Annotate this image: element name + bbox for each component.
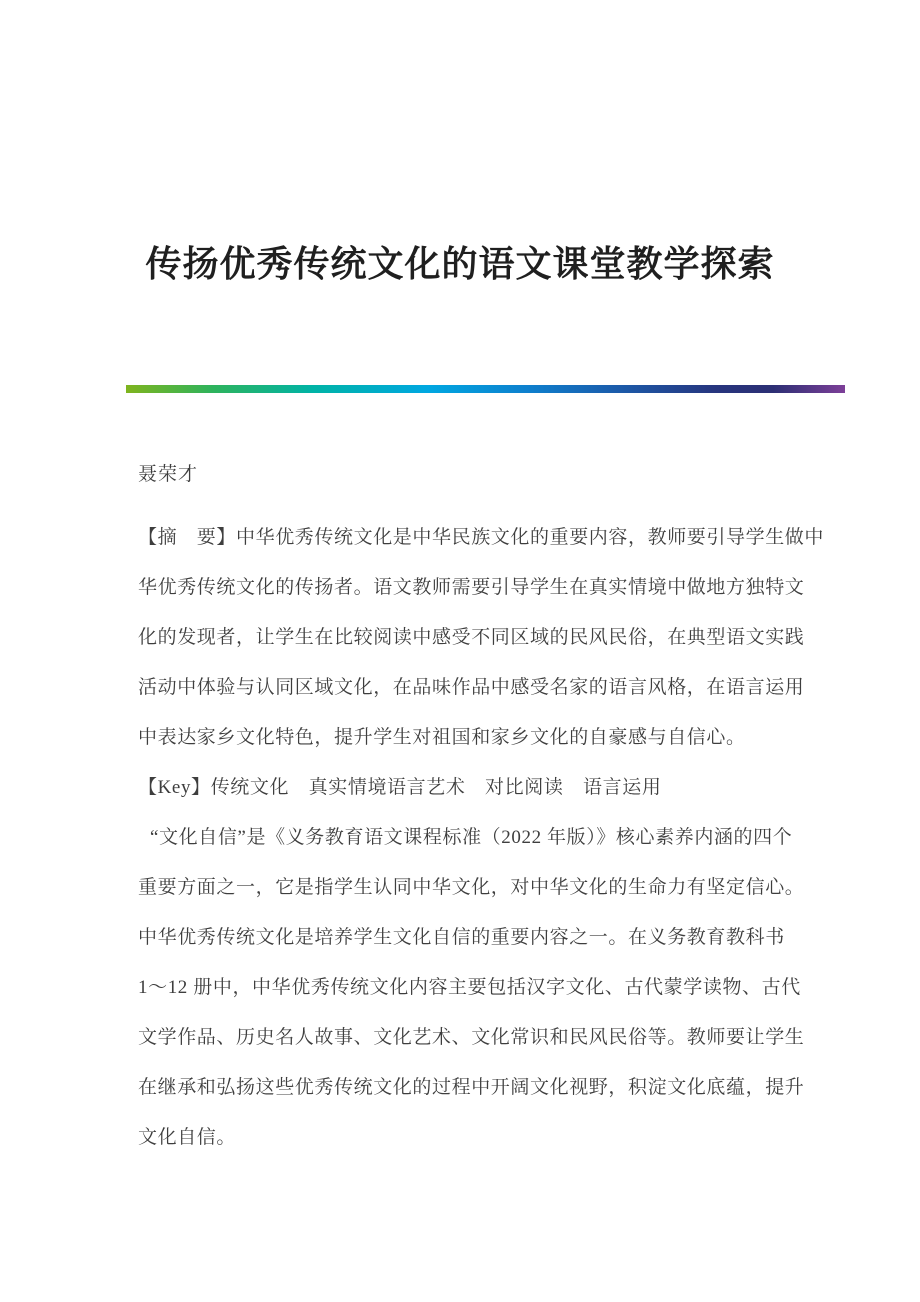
body-line: 中华优秀传统文化是培养学生文化自信的重要内容之一。在义务教育教科书 <box>138 927 785 948</box>
body-line: “文化自信”是《义务教育语文课程标准（2022 年版）》核心素养内涵的四个 <box>150 827 793 848</box>
keywords-line: 【Key】传统文化 真实情境语言艺术 对比阅读 语言运用 <box>138 777 662 798</box>
abstract-line: 化的发现者，让学生在比较阅读中感受不同区域的民风民俗，在典型语文实践 <box>138 627 805 648</box>
abstract-line: 中表达家乡文化特色，提升学生对祖国和家乡文化的自豪感与自信心。 <box>138 727 746 748</box>
body-line: 重要方面之一，它是指学生认同中华文化，对中华文化的生命力有坚定信心。 <box>138 877 805 898</box>
abstract-line: 【摘 要】中华优秀传统文化是中华民族文化的重要内容，教师要引导学生做中 <box>138 527 825 548</box>
gradient-divider <box>126 385 845 393</box>
body-line: 1～12 册中，中华优秀传统文化内容主要包括汉字文化、古代蒙学读物、古代 <box>138 977 801 998</box>
body-line: 文化自信。 <box>138 1127 237 1148</box>
abstract-line: 华优秀传统文化的传扬者。语文教师需要引导学生在真实情境中做地方独特文 <box>138 577 805 598</box>
spacer <box>138 500 798 513</box>
body-line: 文学作品、历史名人故事、文化艺术、文化常识和民风民俗等。教师要让学生 <box>138 1027 805 1048</box>
page-title: 传扬优秀传统文化的语文课堂教学探索 <box>145 244 775 285</box>
author-name: 聂荣才 <box>138 464 199 485</box>
abstract-line: 活动中体验与认同区域文化，在品味作品中感受名家的语言风格，在语言运用 <box>138 677 805 698</box>
document-body <box>138 450 825 1163</box>
body-line: 在继承和弘扬这些优秀传统文化的过程中开阔文化视野，积淀文化底蕴，提升 <box>138 1077 805 1098</box>
